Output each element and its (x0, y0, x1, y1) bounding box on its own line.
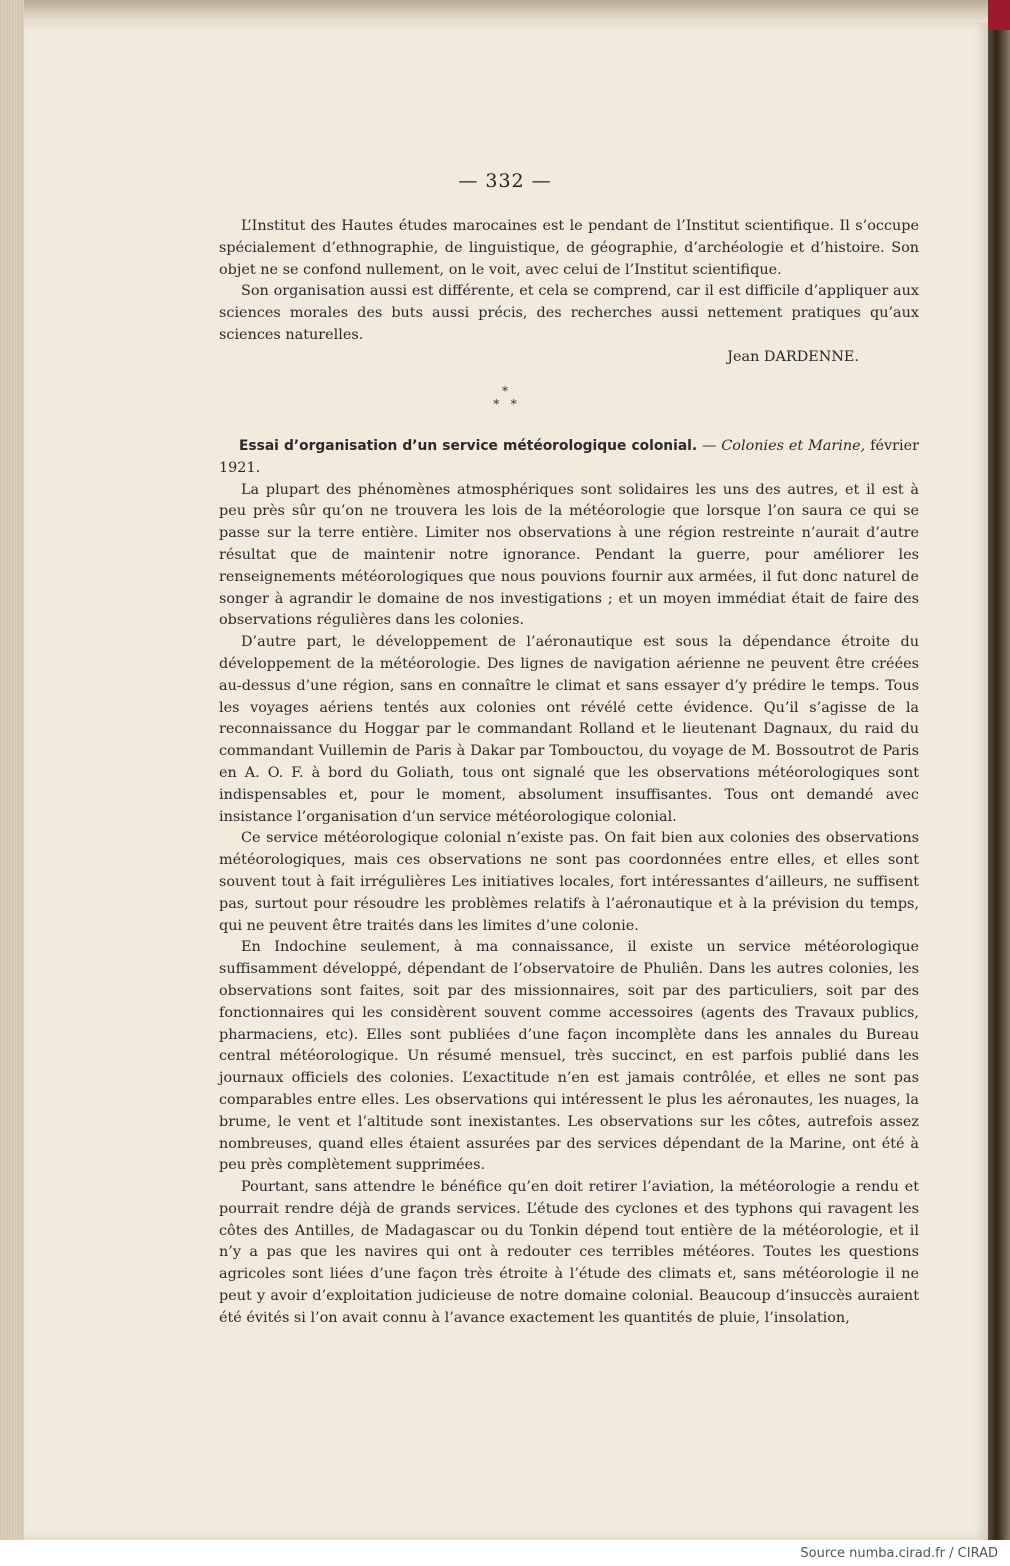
paragraph: L’Institut des Hautes études marocaines est le pendant de l’Institut scientifique. Il s’occupe spécialement d’ethnographie, de linguistique, de géographie, d’archéologie et d’histoire. Son objet ne se confond nullement, on le voit, avec celui de l’Institut scientifique. (219, 218, 919, 278)
book-binding-edge (988, 20, 1010, 1540)
separator-star-top: * (502, 384, 508, 398)
article-source: Colonies et Marine, (721, 438, 866, 454)
section-meteo-article (219, 436, 919, 1330)
page-edges-left (0, 0, 24, 1540)
author-signature: Jean DARDENNE. (727, 348, 859, 365)
article-title: Essai d’organisation d’un service météorologique colonial. (239, 438, 698, 454)
paragraph: Son organisation aussi est différente, et cela se comprend, car il est difficile d’appliquer aux sciences morales des buts aussi précis, des recherches aussi nettement pratiques qu’aux sciences naturelles. (219, 283, 919, 343)
article-date: février 1921. (219, 438, 919, 476)
paragraph: D’autre part, le développement de l’aéronautique est sous la dépendance étroite du développement de la météorologie. Des lignes de navigation aérienne ne peuvent être créées au-dessus d’une région, sans en connaître le climat et sans essayer d’y prédire le temps. Tous les voyages aériens tentés aux colonies ont révélé cette évidence. Qu’il s’agisse de la reconnaissance du Hoggar par le commandant Rolland et le lieutenant Dagnaux, du raid du commandant Vuillemin de Paris à Dakar par Tombouctou, du voyage de M. Bossoutrot de Paris en A. O. F. à bord du Goliath, tous ont signalé que les observations météorologiques sont indispensables et, pour le moment, absolument insuffisantes. Tous ont demandé avec insistance l’organisation d’un service météorologique colonial. (219, 634, 919, 825)
separator-stars-bottom: * * (493, 397, 517, 411)
bookmark-ribbon (988, 0, 1010, 30)
page-number: — 332 — (458, 170, 552, 192)
paragraph: La plupart des phénomènes atmosphériques sont solidaires les uns des autres, et il est à peu près sûr qu’on ne trouvera les lois de la météorologie que lorsque l’on saura ce qui se passe sur la terre entière. Limiter nos observations à une région restreinte n’aurait d’autre résultat que de maintenir notre ignorance. Pendant la guerre, pour améliorer les renseignements météorologiques que nous pouvions fournir aux armées, il fut donc naturel de songer à agrandir le domaine de nos investigations ; et un moyen immédiat était de faire des observations régulières dans les colonies. (219, 481, 919, 629)
paragraph: En Indochine seulement, à ma connaissance, il existe un service météorologique suffisamment développé, dépendant de l’observatoire de Phuliên. Dans les autres colonies, les observations sont faites, soit par des missionnaires, soit par des particuliers, soit par des fonctionnaires qui les considèrent souvent comme accessoires (agents des Travaux publics, pharmaciens, etc). Elles sont publiées d’une façon incomplète dans les annales du Bureau central météorologique. Un résumé mensuel, très succinct, en est parfois publié dans les journaux officiels des colonies. L’exactitude n’en est jamais contrôlée, et elles ne sont pas comparables entre elles. Les observations qui intéressent le plus les aéronautes, les nuages, la brume, le vent et l’altitude sont inexistantes. Les observations sur les côtes, autrefois assez nombreuses, quand elles étaient assurées par des services dépendant de la Marine, ont été à peu près complètement supprimées. (219, 939, 919, 1174)
heading-dash: — (697, 438, 722, 454)
section-separator (0, 385, 1010, 411)
section-institut (219, 216, 919, 369)
paragraph: Pourtant, sans attendre le bénéfice qu’en doit retirer l’aviation, la météorologie a rendu et pourrait rendre déjà de grands services. L’étude des cyclones et des typhons qui ravagent les côtes des Antilles, de Madagascar ou du Tonkin dépend tout entière de la météorologie, et il n’y a pas que les navires qui ont à redouter ces terribles météores. Toutes les questions agricoles sont liées d’une façon très étroite à l’étude des climats et, sans météorologie il ne peut y avoir d’exploitation judicieuse de notre domaine colonial. Beaucoup d’insuccès auraient été évités si l’on avait connu à l’avance exactement les quantités de pluie, l’insolation, (219, 1179, 919, 1326)
source-credit: Source numba.cirad.fr / CIRAD (800, 1546, 998, 1561)
article-heading (219, 436, 919, 480)
page-edges-top (0, 0, 1010, 20)
paragraph: Ce service météorologique colonial n’existe pas. On fait bien aux colonies des observations météorologiques, mais ces observations ne sont pas coordonnées entre elles, et elles sont souvent tout à fait irrégulières Les initiatives locales, fort intéressantes d’ailleurs, ne suffisent pas, surtout pour résoudre les problèmes relatifs à l’aéronautique et à la prévision du temps, qui ne peuvent être traités dans les limites d’une colonie. (219, 830, 919, 934)
